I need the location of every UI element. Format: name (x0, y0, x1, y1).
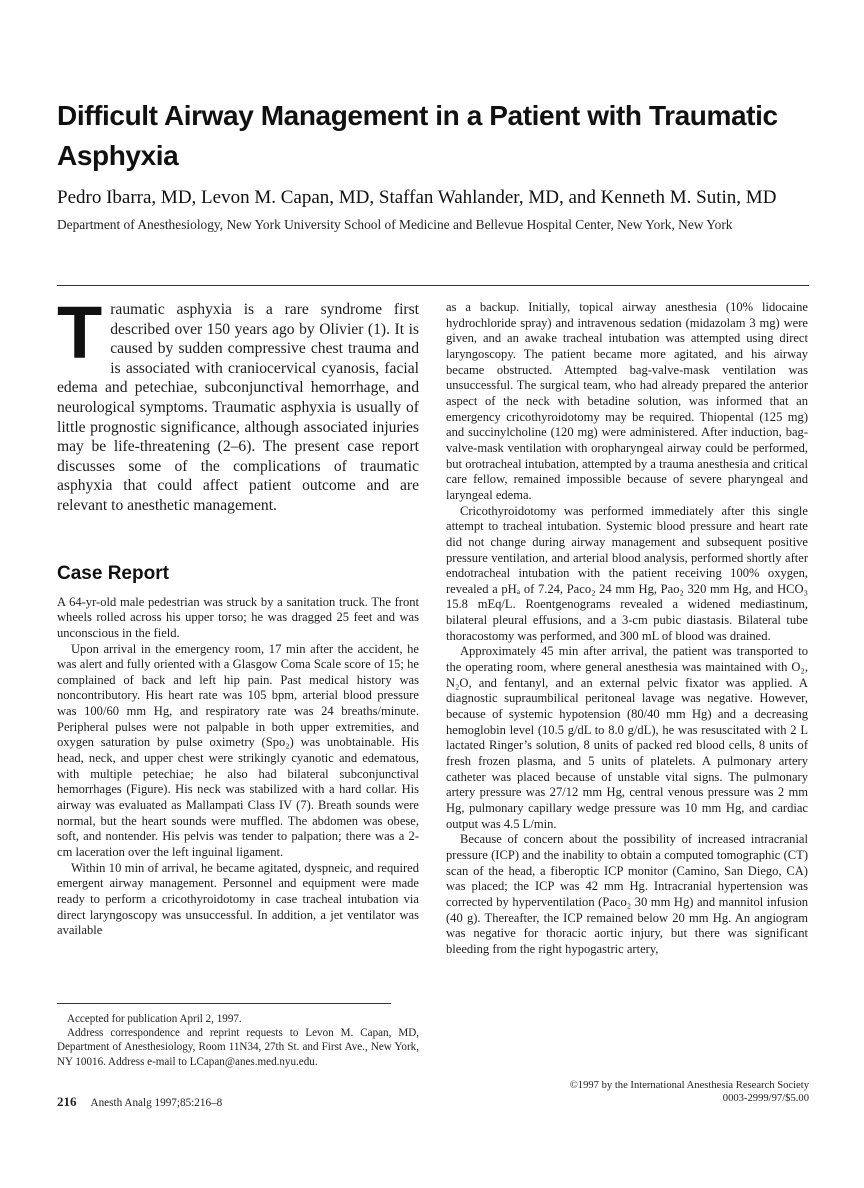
body-paragraph: Upon arrival in the emergency room, 17 min after the accident, he was alert and fully oriented with a Glasgow Coma Scale score of 15; he complained of back and left hip pain. Past medical history was noncontributory. His heart rate was 105 bpm, arterial blood pressure was 100/60 mm Hg, and respiratory rate was 24 breaths/minute. Peripheral pulses were not palpable in both upper extremities, and oxygen saturation by pulse oximetry (Spo₂) was unobtainable. His head, neck, and upper chest were strikingly cyanotic and edematous, with multiple petechiae; he also had bilateral subconjunctival hemorrhages (Figure). His neck was stabilized with a hard collar. His airway was evaluated as Mallampati Class IV (7). Breath sounds were normal, but the heart sounds were muffled. The abdomen was obese, soft, and nontender. His pelvis was tender to palpation; there was a 2-cm laceration over the left inguinal ligament. (57, 641, 419, 860)
copyright-notice (570, 1079, 809, 1105)
body-paragraph: Cricothyroidotomy was performed immediately after this single attempt to tracheal intubation. Systemic blood pressure and heart rate did not change during airway management and subsequent positive pressure ventilation, and arterial blood analysis, performed shortly after endotracheal intubation with the patient receiving 100% oxygen, revealed a pHₐ of 7.24, Paco₂ 24 mm Hg, Pao₂ 320 mm Hg, and HCO₃ 15.8 mEq/L. Roentgenograms revealed a widened mediastinum, bilateral pleural effusions, and a 3-cm pubic diastasis. Bilateral tube thoracostomy was performed, and 300 mL of blood was drained. (446, 503, 808, 643)
page-number: 216 (57, 1094, 77, 1109)
body-paragraph: Approximately 45 min after arrival, the patient was transported to the operating room, where general anesthesia was maintained with O₂, N₂O, and fentanyl, and an external pelvic fixator was applied. A diagnostic supraumbilical peritoneal lavage was negative. However, because of systemic hypotension (80/40 mm Hg) and a decreasing hemoglobin level (10.5 g/dL to 8.0 g/dL), he was resuscitated with 2 L lactated Ringer’s solution, 8 units of packed red blood cells, 8 units of fresh frozen plasma, and 5 units of platelets. A pulmonary artery catheter was placed because of unstable vital signs. The pulmonary artery pressure was 27/12 mm Hg, central venous pressure was 2 mm Hg, pulmonary capillary wedge pressure was 10 mm Hg, and cardiac output was 4.5 L/min. (446, 644, 808, 831)
footnote-accepted: Accepted for publication April 2, 1997. (67, 1013, 242, 1025)
body-paragraph: A 64-yr-old male pedestrian was struck by a sanitation truck. The front wheels rolled across his upper torso; he was dragged 25 feet and was unconscious in the field. (57, 594, 419, 640)
body-paragraph: Within 10 min of arrival, he became agitated, dyspneic, and required emergent airway management. Personnel and equipment were made ready to perform a cricothyroidotomy in case tracheal intubation via direct laryngoscopy was unsuccessful. In addition, a jet ventilator was available (57, 860, 419, 938)
body-paragraph: Because of concern about the possibility of increased intracranial pressure (ICP) and the inability to obtain a computed tomographic (CT) scan of the head, a fiberoptic ICP monitor (Camino, San Diego, CA) was placed; the ICP was 42 mm Hg. Intracranial hypertension was corrected by hyperventilation (Paco₂ 30 mm Hg) and mannitol infusion (40 g). Thereafter, the ICP remained below 20 mm Hg. An angiogram was negative for thoracic aortic injury, but there was significant bleeding from the right hypogastric artery, (446, 832, 808, 956)
right-column (446, 300, 808, 958)
author-list: Pedro Ibarra, MD, Levon M. Capan, MD, Staffan Wahlander, MD, and Kenneth M. Sutin, MD (57, 187, 777, 208)
body-paragraph: as a backup. Initially, topical airway anesthesia (10% lidocaine hydrochloride spray) and intravenous sedation (midazolam 3 mg) were given, and an awake tracheal intubation was attempted using direct laryngoscopy. The patient became more agitated, and his airway became obstructed. Attempted bag-valve-mask ventilation was unsuccessful. The surgical team, who had already prepared the anterior aspect of the neck with betadine solution, was informed that an emergency cricothyroidotomy may be required. Thiopental (125 mg) and succinylcholine (120 mg) were administered. After induction, bag-valve-mask ventilation with oropharyngeal airway could be performed, but orotracheal intubation, attempted by a trauma anesthesia and critical care fellow, remained impossible because of severe pharyngeal and laryngeal edema. (446, 300, 808, 502)
copyright-line: ©1997 by the International Anesthesia Research Society (569, 1080, 809, 1091)
intro-text: raumatic asphyxia is a rare syndrome first described over 150 years ago by Olivier (1). It is caused by sudden compressive chest trauma and is associated with craniocervical cyanosis, facial edema and petechiae, subconjunctival hemorrhage, and neurological symptoms. Traumatic asphyxia is usually of little prognostic significance, although associated injuries may be life-threatening (2–6). The present case report discusses some of the complications of traumatic asphyxia that could affect patient outcome and are relevant to anesthetic management. (57, 301, 419, 514)
header-divider (57, 285, 809, 286)
page-folio (57, 1094, 222, 1110)
journal-citation: Anesth Analg 1997;85:216–8 (90, 1097, 223, 1109)
footnote-divider (57, 1003, 391, 1004)
section-heading-case-report: Case Report (57, 562, 169, 584)
intro-paragraph (57, 291, 419, 516)
drop-cap: T (57, 291, 103, 374)
article-title: Difficult Airway Management in a Patient with Traumatic Asphyxia (57, 100, 778, 171)
footnote (57, 1012, 419, 1069)
left-column (57, 291, 419, 939)
author-affiliation: Department of Anesthesiology, New York University School of Medicine and Bellevue Hospital Center, New York, New York (57, 217, 733, 232)
issn-line: 0003-2999/97/$5.00 (722, 1093, 809, 1104)
footnote-correspondence: Address correspondence and reprint requests to Levon M. Capan, MD, Department of Anesthesiology, Room 11N34, 27th St. and First Ave., New York, NY 10016. Address e-mail to LCapan@anes.med.nyu.edu. (57, 1027, 419, 1068)
